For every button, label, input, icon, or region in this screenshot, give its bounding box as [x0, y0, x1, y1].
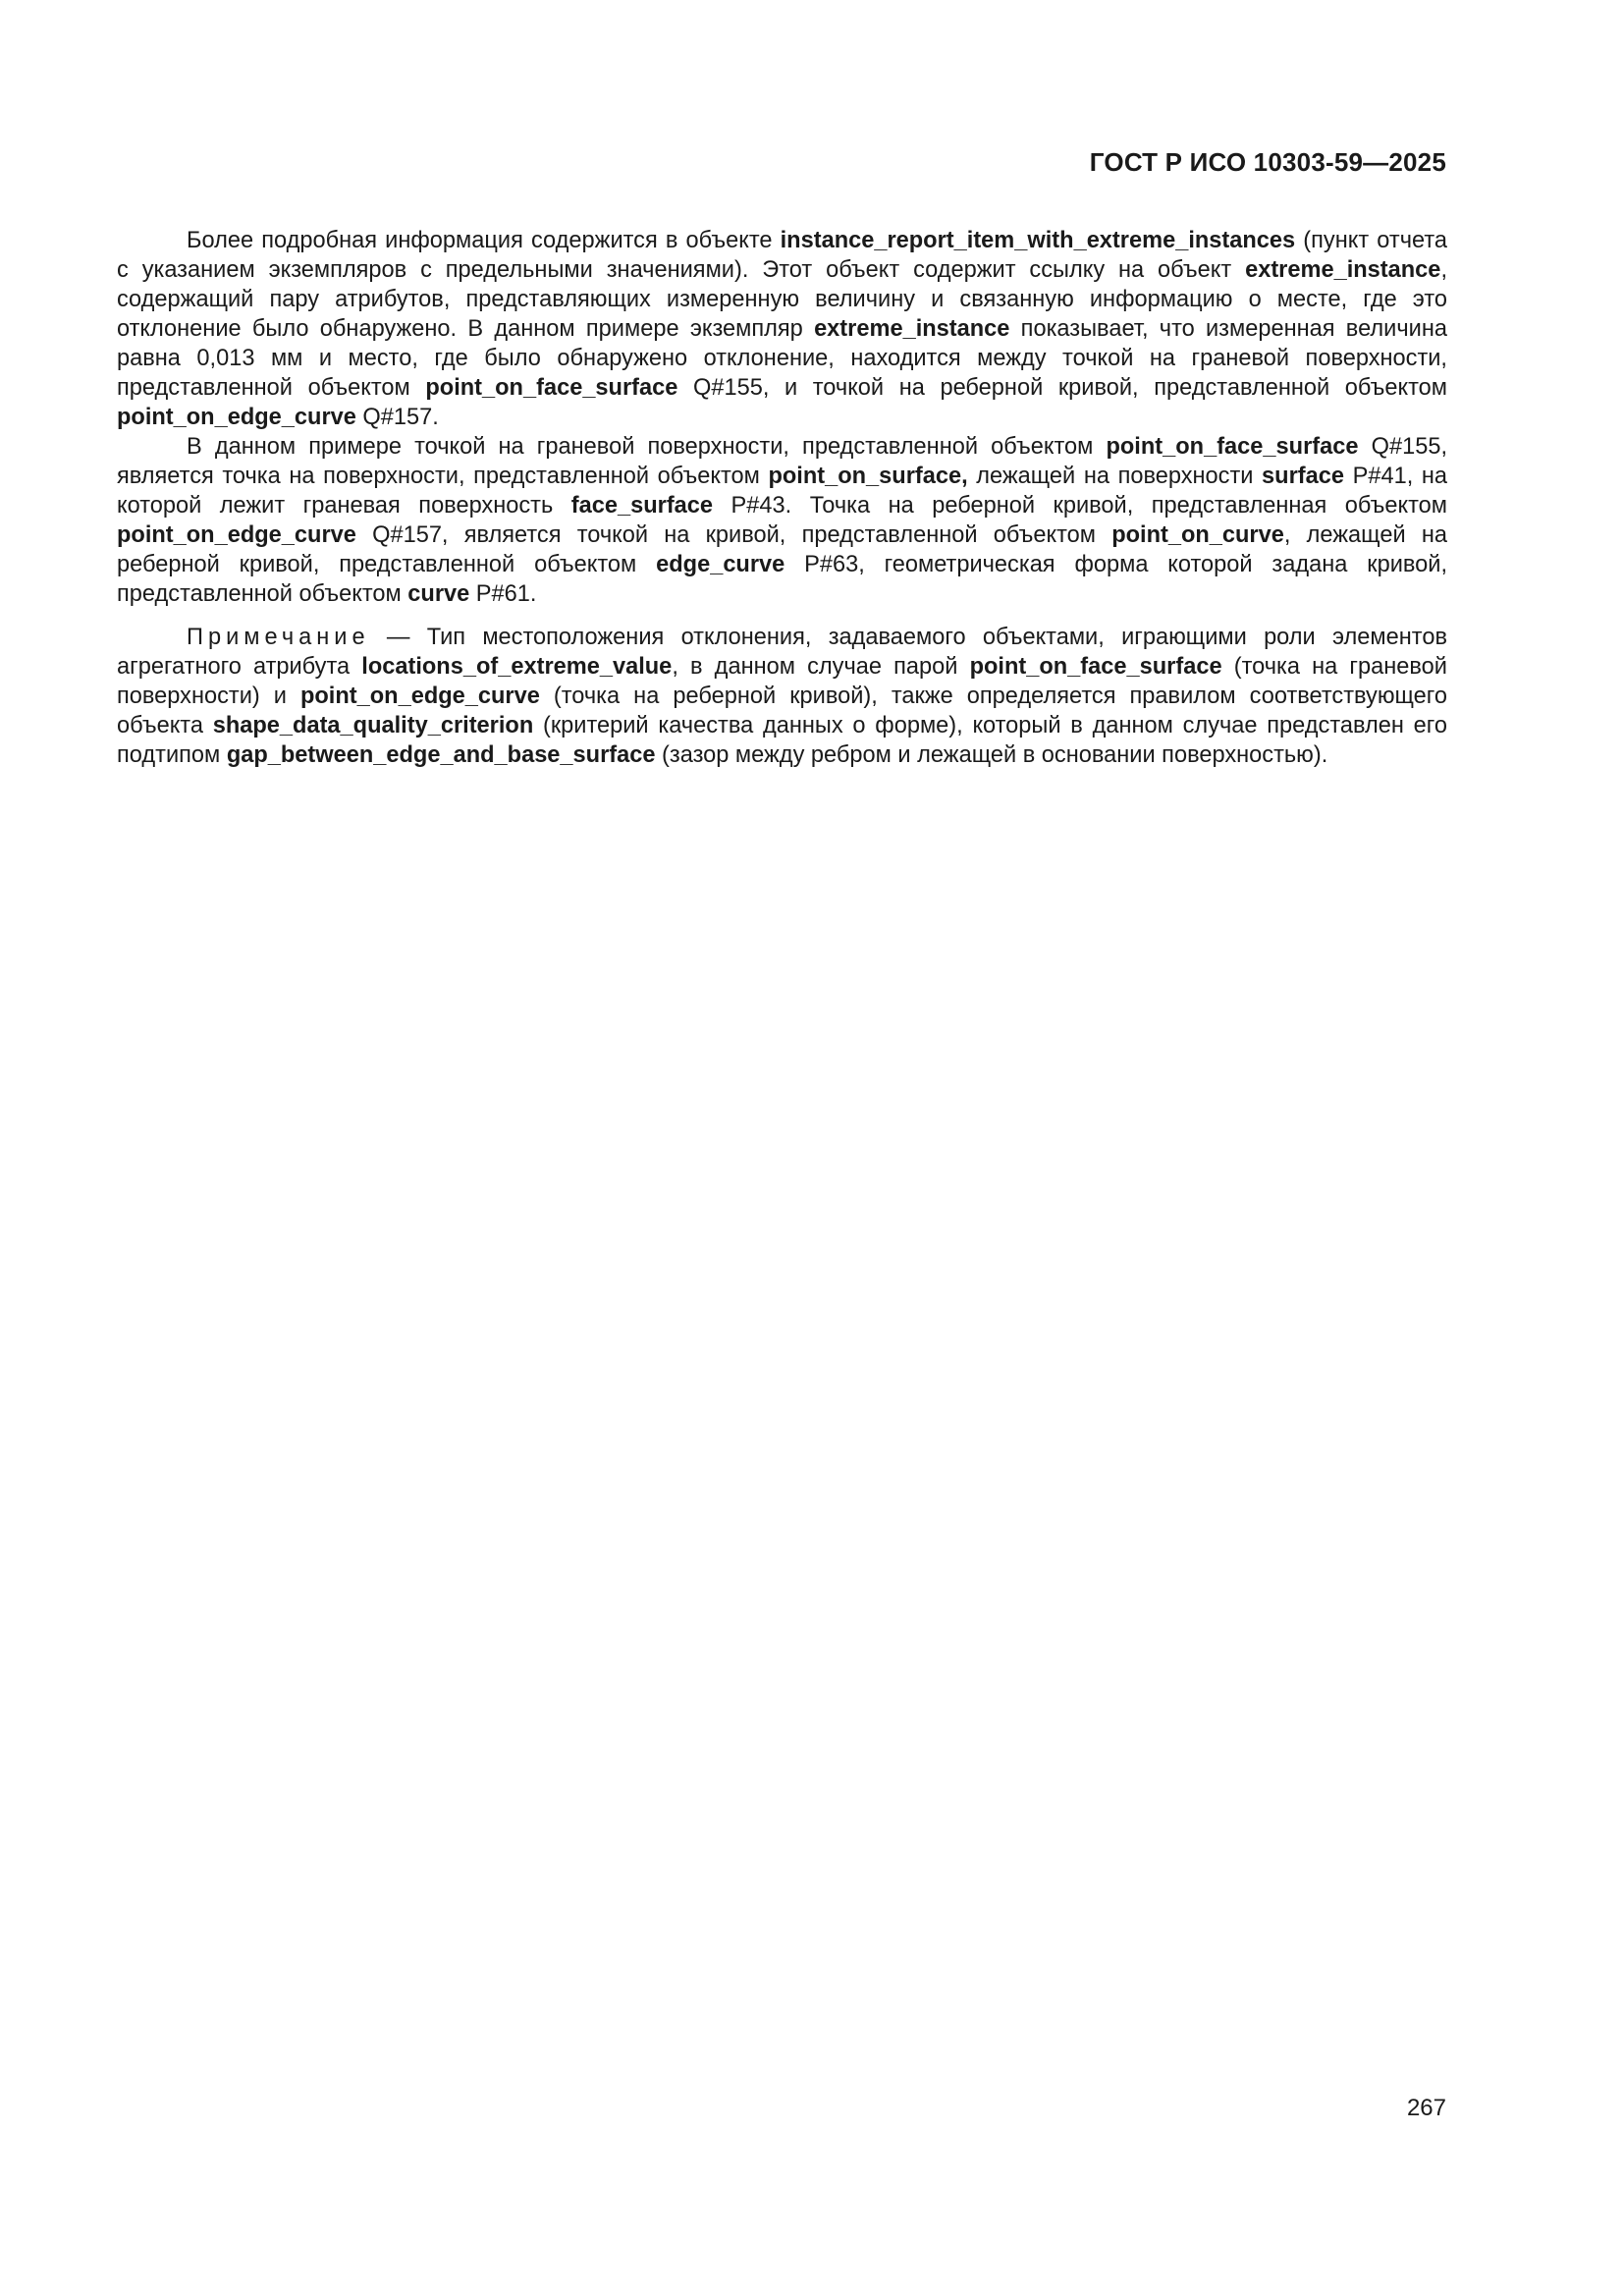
paragraph-example-points: [117, 432, 1447, 609]
document-body: [117, 226, 1447, 770]
text-run: Q#157.: [355, 405, 439, 430]
entity-name: shape_data_quality_criterion: [212, 713, 534, 738]
text-run: (пункт отчета с указанием экземпляров с предельными значениями). Этот объект содержит ссылку на объект: [117, 228, 1447, 283]
text-run: Более подробная информация содержится в объекте: [187, 228, 781, 253]
entity-name: point_on_face_surface: [1106, 434, 1359, 460]
entity-name: face_surface: [570, 493, 714, 519]
entity-name: point_on_edge_curve: [117, 405, 356, 430]
text-run: P#63, геометрическая форма которой задана кривой, представленной объектом: [117, 552, 1447, 607]
entity-name: locations_of_extreme_value: [361, 654, 673, 680]
page-number: 267: [1406, 2095, 1446, 2121]
entity-name: point_on_edge_curve: [117, 522, 356, 548]
entity-name: extreme_instance: [1245, 257, 1441, 283]
paragraph-extreme-instance: [117, 226, 1447, 432]
entity-name: point_on_surface,: [768, 464, 968, 489]
text-run: (зазор между ребром и лежащей в основании поверхностью).: [655, 742, 1328, 768]
text-run: — Тип местоположения отклонения, задаваемого объектами, играющими роли элементов агрегатного атрибута: [117, 625, 1447, 680]
note-paragraph: [117, 623, 1447, 770]
text-run: , содержащий пару атрибутов, представляющих измеренную величину и связанную информацию о месте, где это отклонение было обнаружено. В данном примере экземпляр: [117, 257, 1447, 342]
entity-name: curve: [407, 581, 470, 607]
text-run: Q#155, является точка на поверхности, представленной объектом: [117, 434, 1448, 489]
text-run: , в данном случае парой: [672, 654, 970, 680]
document-header: ГОСТ Р ИСО 10303-59—2025: [1089, 147, 1446, 177]
entity-name: edge_curve: [656, 552, 785, 577]
text-run: В данном примере точкой на граневой поверхности, представленной объектом: [187, 434, 1107, 460]
entity-name: extreme_instance: [814, 316, 1010, 342]
text-run: Q#157, является точкой на кривой, представленной объектом: [355, 522, 1112, 548]
entity-name: point_on_edge_curve: [299, 683, 540, 709]
text-run: (точка на реберной кривой), также определяется правилом соответствующего объекта: [117, 683, 1447, 738]
text-run: (критерий качества данных о форме), который в данном случае представлен его подтипом: [117, 713, 1447, 768]
entity-name: point_on_face_surface: [425, 375, 678, 401]
text-run: P#41, на которой лежит граневая поверхность: [117, 464, 1447, 519]
text-run: Q#155, и точкой на реберной кривой, представленной объектом: [677, 375, 1447, 401]
note-label: Примечание: [187, 625, 370, 650]
entity-name: point_on_face_surface: [969, 654, 1222, 680]
entity-name: instance_report_item_with_extreme_instances: [780, 228, 1296, 253]
text-run: P#61.: [469, 581, 537, 607]
entity-name: point_on_curve: [1111, 522, 1284, 548]
text-run: (точка на граневой поверхности) и: [117, 654, 1447, 709]
entity-name: gap_between_edge_and_base_surface: [226, 742, 656, 768]
entity-name: surface: [1262, 464, 1344, 489]
text-run: P#43. Точка на реберной кривой, представленная объектом: [713, 493, 1447, 519]
text-run: лежащей на поверхности: [967, 464, 1263, 489]
text-run: показывает, что измеренная величина равна 0,013 мм и место, где было обнаружено отклонение, находится между точкой на граневой поверхности, представленной объектом: [117, 316, 1447, 401]
text-run: , лежащей на реберной кривой, представленной объектом: [117, 522, 1447, 577]
